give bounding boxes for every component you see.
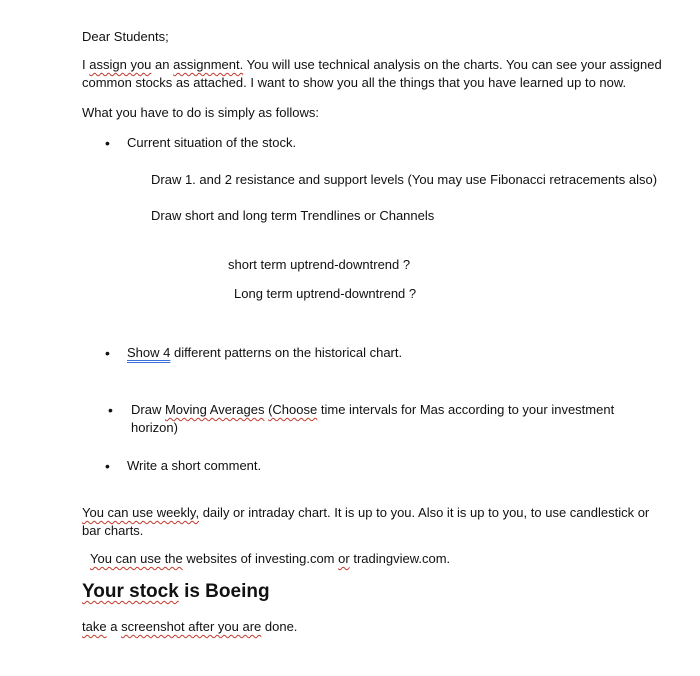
bullet-1-text: Current situation of the stock. [127, 135, 297, 150]
intro-line-1 [82, 56, 662, 74]
chart-note-you-can-use-weekly: You can use weekly, [82, 505, 200, 520]
bullet-2-rest: different patterns on the historical chart. [174, 345, 403, 360]
bullet-3-line-2: horizon) [131, 420, 178, 435]
bullet-2-dot: • [105, 345, 110, 361]
stock-heading [82, 580, 270, 604]
draw-levels: Draw 1. and 2 resistance and support levels (You may use Fibonacci retracements also) [151, 172, 658, 187]
stock-heading-your-stock: Your stock [82, 581, 179, 602]
chart-note-rest: daily or intraday chart. It is up to you. Also it is up to you, to use candlestick or [202, 505, 650, 520]
intro-word-i: I [82, 57, 86, 72]
bullet-3-rest: time intervals for Mas according to your investment [320, 402, 615, 417]
websites-or: or [338, 551, 350, 566]
chart-note-line-2: bar charts. [82, 523, 144, 538]
websites-investing: websites of investing.com [186, 551, 335, 566]
closing-a: a [110, 619, 118, 634]
intro-assign-you: assign you [89, 57, 152, 72]
bullet-3-moving-averages: Moving Averages [164, 402, 265, 417]
websites-you-can-use-the: You can use the [90, 551, 183, 566]
intro-line-2: common stocks as attached. I want to show you all the things that you have learned up to now. [82, 75, 627, 90]
bullet-3-dot: • [108, 402, 113, 418]
intro-rest: You will use technical analysis on the charts. You can see your assigned [246, 57, 662, 72]
closing-take: take [82, 619, 107, 634]
chart-note-line-1 [82, 504, 649, 522]
draw-trendlines: Draw short and long term Trendlines or Channels [151, 208, 435, 223]
closing-screenshot: screenshot after you are [121, 619, 262, 634]
greeting: Dear Students; [82, 29, 169, 44]
bullet-1-dot: • [105, 135, 110, 151]
websites-line [90, 550, 450, 568]
bullet-4-text: Write a short comment. [127, 458, 262, 473]
intro-assignment: assignment. [173, 57, 244, 72]
bullet-3-choose: (Choose [268, 402, 318, 417]
long-term: Long term uptrend-downtrend ? [234, 286, 417, 301]
what-to-do: What you have to do is simply as follows: [82, 105, 319, 120]
bullet-4-dot: • [105, 458, 110, 474]
closing-done: done. [264, 619, 298, 634]
bullet-3-line-1 [131, 401, 614, 419]
websites-tradingview: tradingview.com. [353, 551, 451, 566]
closing-line [82, 618, 297, 636]
intro-an: an [155, 57, 170, 72]
short-term: short term uptrend-downtrend ? [228, 257, 411, 272]
bullet-3-draw: Draw [131, 402, 162, 417]
bullet-2-text [127, 344, 402, 362]
stock-heading-boeing: is Boeing [184, 581, 270, 602]
show-4: Show 4 [127, 345, 171, 360]
